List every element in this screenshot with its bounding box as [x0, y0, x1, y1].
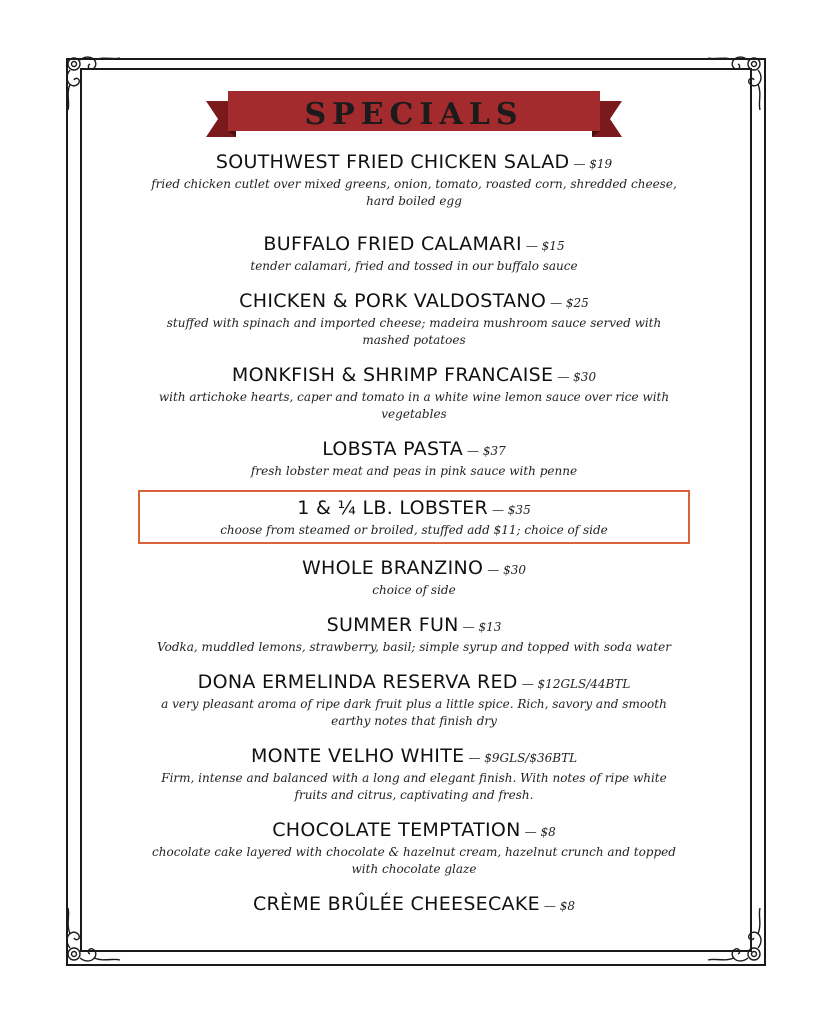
menu-item	[138, 232, 690, 275]
menu-list	[138, 150, 690, 918]
item-price: — $8	[524, 825, 556, 839]
item-heading	[140, 496, 688, 522]
item-price: — $12GLS/44BTL	[521, 677, 631, 691]
item-name: MONKFISH & SHRIMP FRANCAISE	[231, 364, 554, 386]
item-heading	[138, 232, 690, 258]
item-price: — $15	[525, 239, 565, 253]
menu-item	[138, 150, 690, 210]
item-description: Firm, intense and balanced with a long and elegant finish. With notes of ripe white fruits and citrus, captivating and fresh.	[161, 771, 667, 802]
menu-item	[138, 892, 690, 918]
item-heading	[138, 150, 690, 176]
item-price: — $13	[462, 620, 502, 634]
item-name: CHICKEN & PORK VALDOSTANO	[239, 290, 547, 312]
item-heading	[138, 363, 690, 389]
item-price: — $30	[487, 563, 527, 577]
menu-item	[138, 818, 690, 878]
item-price: — $35	[491, 503, 531, 517]
menu-item	[138, 613, 690, 656]
item-name: CRÈME BRÛLÉE CHEESECAKE	[252, 893, 540, 915]
item-heading	[138, 437, 690, 463]
menu-item	[138, 289, 690, 349]
page-title: SPECIALS	[304, 96, 524, 132]
item-heading	[138, 892, 690, 918]
item-name: LOBSTA PASTA	[322, 438, 464, 460]
menu-item	[138, 670, 690, 730]
item-description: Vodka, muddled lemons, strawberry, basil; simple syrup and topped with soda water	[157, 640, 671, 654]
item-heading	[138, 556, 690, 582]
item-price: — $9GLS/$36BTL	[468, 751, 578, 765]
item-name: CHOCOLATE TEMPTATION	[272, 819, 521, 841]
item-name: SUMMER FUN	[326, 614, 459, 636]
item-name: 1 & ¼ LB. LOBSTER	[297, 497, 488, 519]
item-heading	[138, 818, 690, 844]
menu-item	[138, 744, 690, 804]
item-name: WHOLE BRANZINO	[301, 557, 484, 579]
menu-item	[138, 363, 690, 423]
item-price: — $19	[573, 157, 613, 171]
item-name: MONTE VELHO WHITE	[250, 745, 465, 767]
item-name: SOUTHWEST FRIED CHICKEN SALAD	[215, 151, 570, 173]
item-price: — $30	[557, 370, 597, 384]
item-name: BUFFALO FRIED CALAMARI	[263, 233, 522, 255]
highlighted-menu-item	[138, 490, 690, 544]
item-description: fried chicken cutlet over mixed greens, onion, tomato, roasted corn, shredded cheese, hard boiled egg	[151, 177, 677, 208]
corner-ornament-icon	[698, 50, 768, 120]
item-heading	[138, 289, 690, 315]
item-description: choose from steamed or broiled, stuffed add $11; choice of side	[220, 523, 608, 537]
corner-ornament-icon	[60, 50, 130, 120]
item-price: — $25	[550, 296, 589, 310]
item-description: tender calamari, fried and tossed in our buffalo sauce	[250, 259, 578, 273]
item-name: DONA ERMELINDA RESERVA RED	[197, 671, 518, 693]
menu-item	[138, 437, 690, 480]
item-price: — $37	[467, 444, 506, 458]
item-description: with artichoke hearts, caper and tomato in a white wine lemon sauce over rice with vegetables	[158, 390, 670, 421]
item-heading	[138, 744, 690, 770]
corner-ornament-icon	[698, 898, 768, 968]
item-description: a very pleasant aroma of ripe dark fruit plus a little spice. Rich, savory and smooth earthy notes that finish dry	[161, 697, 667, 728]
item-description: fresh lobster meat and peas in pink sauce with penne	[250, 464, 578, 478]
specials-banner	[206, 91, 622, 143]
menu-item	[138, 556, 690, 599]
item-description: chocolate cake layered with chocolate & hazelnut cream, hazelnut crunch and topped with chocolate glaze	[152, 845, 676, 876]
item-heading	[138, 613, 690, 639]
item-heading	[138, 670, 690, 696]
corner-ornament-icon	[60, 898, 130, 968]
item-description: stuffed with spinach and imported cheese; madeira mushroom sauce served with mashed potatoes	[166, 316, 662, 347]
item-price: — $8	[543, 899, 576, 913]
item-description: choice of side	[372, 583, 456, 597]
